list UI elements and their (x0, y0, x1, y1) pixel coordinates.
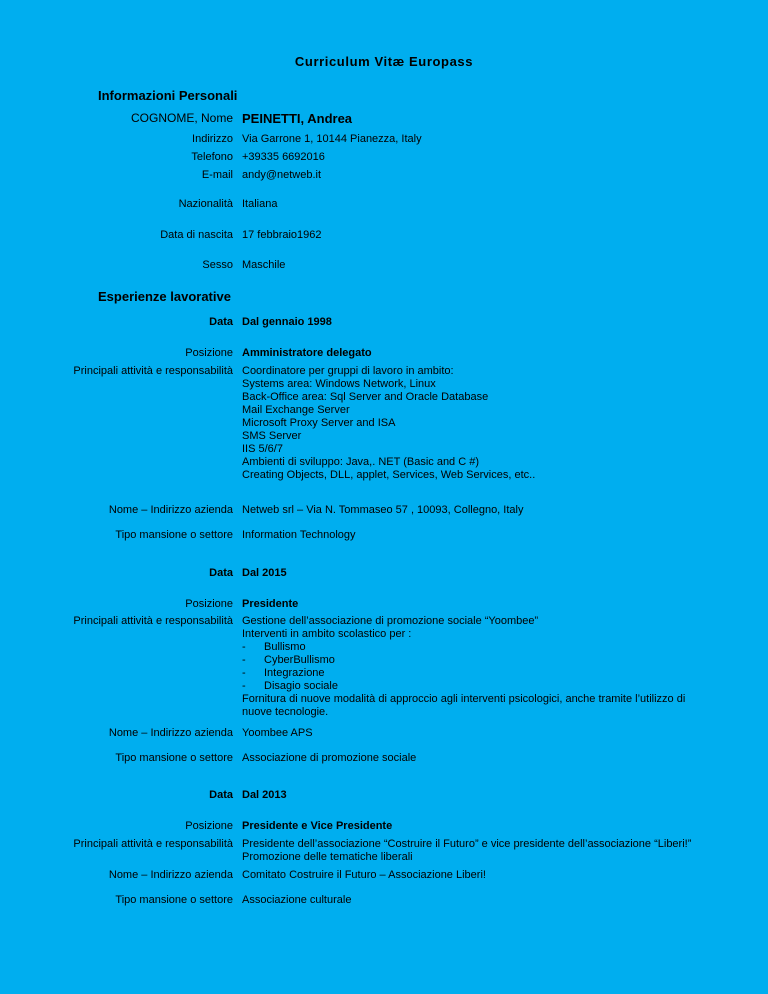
activity-line: Back-Office area: Sql Server and Oracle Database (242, 391, 489, 403)
address-value: Via Garrone 1, 10144 Pianezza, Italy (242, 133, 422, 145)
activity-line: Presidente dell’associazione “Costruire il Futuro” e vice presidente dell’associazione “Liberi!” (242, 838, 692, 850)
company-label: Nome – Indirizzo azienda (108, 727, 233, 739)
job-activities (242, 615, 712, 719)
activity-line: Gestione dell’associazione di promozione sociale “Yoombee” (242, 615, 539, 627)
activity-line: Interventi in ambito scolastico per : (242, 628, 412, 640)
job-position: Presidente e Vice Presidente (242, 820, 393, 832)
bullet-item (242, 641, 712, 654)
activity-line: SMS Server (242, 430, 302, 442)
sex-value: Maschile (242, 259, 286, 271)
activity-line: Creating Objects, DLL, applet, Services, Web Services, etc.. (242, 469, 536, 481)
birth-value: 17 febbraio1962 (242, 229, 322, 241)
activity-line: Mail Exchange Server (242, 404, 350, 416)
activity-line: Ambienti di sviluppo: Java,. NET (Basic and C #) (242, 456, 480, 468)
job-activities (242, 838, 712, 864)
bullet-item (242, 680, 712, 693)
bullet-text: Bullismo (264, 641, 306, 653)
bullet-dash: - (242, 641, 246, 653)
activity-line: Promozione delle tematiche liberali (242, 851, 413, 863)
company-label: Nome – Indirizzo azienda (108, 504, 233, 516)
position-label: Posizione (185, 347, 233, 359)
job-company: Netweb srl – Via N. Tommaseo 57 , 10093, Collegno, Italy (242, 504, 524, 516)
position-label: Posizione (185, 820, 233, 832)
job-position: Amministratore delegato (242, 347, 372, 359)
activity-line: Systems area: Windows Network, Linux (242, 378, 436, 390)
job-sector: Information Technology (242, 529, 356, 541)
bullet-text: Disagio sociale (264, 680, 338, 692)
address-label: Indirizzo (192, 133, 233, 145)
activities-label: Principali attività e responsabilità (73, 365, 233, 377)
phone-label: Telefono (191, 151, 233, 163)
nationality-label: Nazionalità (178, 198, 233, 210)
name-value: PEINETTI, Andrea (242, 111, 353, 126)
sector-label: Tipo mansione o settore (115, 894, 233, 906)
section-experience-heading: Esperienze lavorative (98, 289, 231, 304)
email-label: E-mail (201, 169, 233, 181)
position-label: Posizione (185, 598, 233, 610)
date-label: Data (209, 789, 233, 801)
bullet-item (242, 654, 712, 667)
bullet-text: CyberBullismo (264, 654, 335, 666)
company-label: Nome – Indirizzo azienda (108, 869, 233, 881)
bullet-text: Integrazione (264, 667, 325, 679)
activity-line: IIS 5/6/7 (242, 443, 283, 455)
activity-line: Coordinatore per gruppi di lavoro in ambito: (242, 365, 454, 377)
email-value: andy@netweb.it (242, 169, 322, 181)
birth-label: Data di nascita (160, 229, 233, 241)
sector-label: Tipo mansione o settore (115, 752, 233, 764)
job-sector: Associazione culturale (242, 894, 352, 906)
date-label: Data (209, 567, 233, 579)
job-sector: Associazione di promozione sociale (242, 752, 417, 764)
job-company: Comitato Costruire il Futuro – Associazione Liberi! (242, 869, 486, 881)
activities-label: Principali attività e responsabilità (73, 615, 233, 627)
nationality-value: Italiana (242, 198, 278, 210)
job-activities (242, 365, 712, 482)
bullet-dash: - (242, 654, 246, 666)
bullet-dash: - (242, 680, 246, 692)
activity-line: Microsoft Proxy Server and ISA (242, 417, 396, 429)
activities-label: Principali attività e responsabilità (73, 838, 233, 850)
activity-line: Fornitura di nuove modalità di approccio agli interventi psicologici, anche tramite l’utilizzo di nuove tecnologie. (242, 693, 686, 718)
job-company: Yoombee APS (242, 727, 313, 739)
section-personal-heading: Informazioni Personali (98, 88, 238, 103)
job-date: Dal gennaio 1998 (242, 316, 332, 328)
bullet-dash: - (242, 667, 246, 679)
document-title: Curriculum Vitæ Europass (294, 54, 474, 69)
phone-value: +39335 6692016 (242, 151, 325, 163)
job-position: Presidente (242, 598, 299, 610)
sex-label: Sesso (202, 259, 233, 271)
sector-label: Tipo mansione o settore (115, 529, 233, 541)
date-label: Data (209, 316, 233, 328)
name-label: COGNOME, Nome (130, 111, 233, 125)
job-date: Dal 2015 (242, 567, 287, 579)
bullet-item (242, 667, 712, 680)
job-date: Dal 2013 (242, 789, 287, 801)
